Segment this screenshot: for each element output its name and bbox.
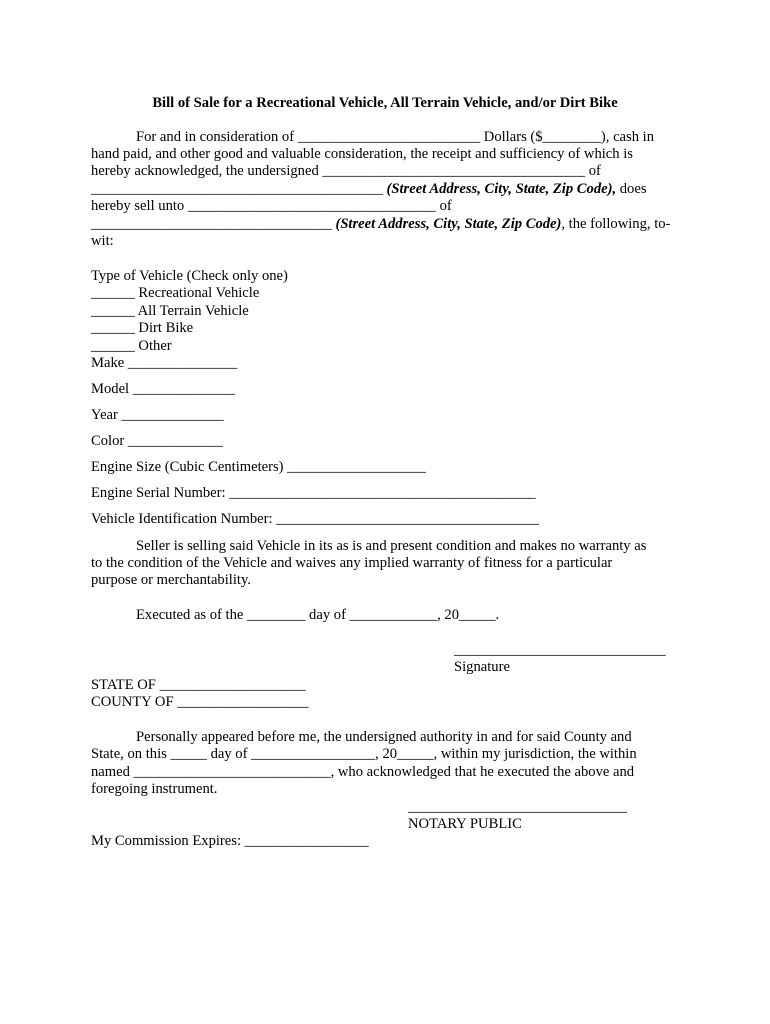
notary-para-line-1: Personally appeared before me, the undersigned authority in and for said County and	[136, 729, 632, 745]
warranty-line-3: purpose or merchantability.	[91, 572, 251, 588]
vin-field: Vehicle Identification Number: ____________________________________	[91, 511, 539, 527]
consideration-line: For and in consideration of _________________________ Dollars ($________), cash in	[136, 129, 655, 145]
model-field: Model ______________	[91, 381, 235, 397]
option-other: ______ Other	[91, 338, 172, 354]
option-recreational-vehicle: ______ Recreational Vehicle	[91, 285, 260, 301]
option-dirt-bike: ______ Dirt Bike	[91, 320, 194, 336]
buyer-address-suffix: , the following, to-	[561, 216, 671, 232]
notary-para-line-4: foregoing instrument.	[91, 781, 218, 797]
signature-label: Signature	[454, 659, 510, 675]
seller-address-hint: (Street Address, City, State, Zip Code),	[386, 181, 617, 197]
seller-address-line	[91, 181, 647, 198]
buyer-line: hereby sell unto __________________________________ of	[91, 198, 452, 214]
county-line: COUNTY OF __________________	[91, 694, 309, 710]
notary-public-label: NOTARY PUBLIC	[408, 816, 522, 832]
buyer-address-hint: (Street Address, City, State, Zip Code)	[335, 216, 562, 232]
buyer-address-line	[91, 216, 670, 233]
color-field: Color _____________	[91, 433, 223, 449]
notary-signature-line: ______________________________	[408, 799, 627, 815]
to-wit-line: wit:	[91, 233, 114, 249]
warranty-line-1: Seller is selling said Vehicle in its as is and present condition and makes no warranty as	[136, 538, 647, 554]
notary-para-line-3: named ___________________________, who acknowledged that he executed the above and	[91, 764, 635, 780]
document-title: Bill of Sale for a Recreational Vehicle, All Terrain Vehicle, and/or Dirt Bike	[152, 95, 618, 111]
make-field: Make _______________	[91, 355, 238, 371]
commission-expires-field: My Commission Expires: _________________	[91, 833, 369, 849]
vehicle-type-heading: Type of Vehicle (Check only one)	[91, 268, 288, 284]
notary-para-line-2: State, on this _____ day of _________________, 20_____, within my jurisdiction, the within	[91, 746, 637, 762]
consideration-line-2: hand paid, and other good and valuable consideration, the receipt and sufficiency of which is	[91, 146, 633, 162]
year-field: Year ______________	[91, 407, 224, 423]
warranty-line-2: to the condition of the Vehicle and waives any implied warranty of fitness for a particular	[91, 555, 613, 571]
state-line: STATE OF ____________________	[91, 677, 306, 693]
option-all-terrain-vehicle: ______ All Terrain Vehicle	[91, 303, 249, 319]
executed-line: Executed as of the ________ day of ____________, 20_____.	[136, 607, 500, 623]
undersigned-line: hereby acknowledged, the undersigned ____________________________________ of	[91, 163, 601, 179]
signature-line: _____________________________	[454, 642, 666, 658]
engine-size-field: Engine Size (Cubic Centimeters) ___________________	[91, 459, 426, 475]
engine-serial-field: Engine Serial Number: __________________________________________	[91, 485, 536, 501]
seller-address-suffix: does	[616, 181, 647, 197]
buyer-address-blank: _________________________________	[91, 216, 336, 232]
seller-address-blank: ________________________________________	[91, 181, 387, 197]
